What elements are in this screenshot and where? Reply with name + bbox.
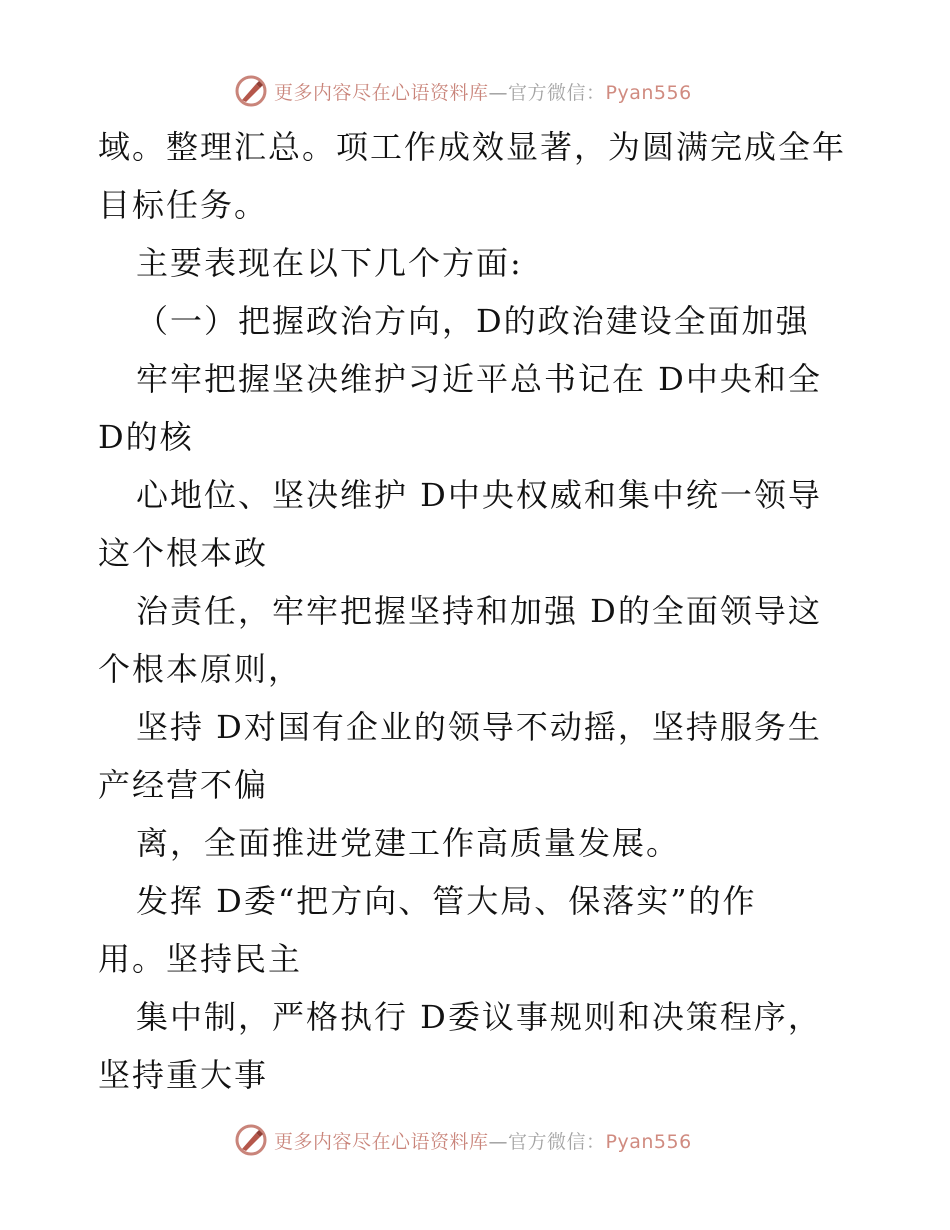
watermark-official-label: 官方微信： bbox=[508, 1130, 606, 1153]
text-line: 发挥 D委“把方向、管大局、保落实”的作 bbox=[136, 882, 757, 920]
watermark-dash: — bbox=[488, 1130, 509, 1153]
section-heading: （一）把握政治方向，D的政治建设全面加强 bbox=[136, 302, 810, 340]
text-line: 牢牢把握坚决维护习近平总书记在 D中央和全 bbox=[136, 360, 822, 398]
watermark-promo: 更多内容尽在心语资料库 bbox=[274, 81, 489, 104]
watermark-wechat-id: Pyan556 bbox=[605, 81, 692, 104]
text-line: 坚持重大事 bbox=[98, 1056, 269, 1094]
text-line: 产经营不偏 bbox=[98, 766, 269, 804]
text-line: 治责任，牢牢把握坚持和加强 D的全面领导这 bbox=[136, 592, 822, 630]
watermark-text bbox=[274, 78, 692, 105]
text-line: D的核 bbox=[98, 418, 194, 456]
watermark-text bbox=[274, 1127, 692, 1154]
watermark-promo: 更多内容尽在心语资料库 bbox=[274, 1130, 489, 1153]
pen-logo-icon bbox=[234, 74, 268, 108]
document-body bbox=[98, 118, 868, 1104]
text-line: 个根本原则， bbox=[98, 650, 303, 688]
watermark-wechat-id: Pyan556 bbox=[605, 1130, 692, 1153]
text-line: 域。整理汇总。项工作成效显著，为圆满完成全年 bbox=[98, 128, 847, 166]
text-line: 用。坚持民主 bbox=[98, 940, 303, 978]
watermark-dash: — bbox=[488, 81, 509, 104]
text-line: 主要表现在以下几个方面: bbox=[136, 244, 523, 282]
watermark-official-label: 官方微信： bbox=[508, 81, 606, 104]
text-line: 坚持 D对国有企业的领导不动摇，坚持服务生 bbox=[136, 708, 822, 746]
text-line: 集中制，严格执行 D委议事规则和决策程序， bbox=[136, 998, 822, 1036]
text-line: 这个根本政 bbox=[98, 534, 269, 572]
pen-logo-icon bbox=[234, 1123, 268, 1157]
text-line: 目标任务。 bbox=[98, 186, 269, 224]
text-line: 离，全面推进党建工作高质量发展。 bbox=[136, 824, 681, 862]
text-line: 心地位、坚决维护 D中央权威和集中统一领导 bbox=[136, 476, 822, 514]
watermark-footer bbox=[234, 1120, 692, 1160]
watermark-header bbox=[234, 71, 692, 111]
